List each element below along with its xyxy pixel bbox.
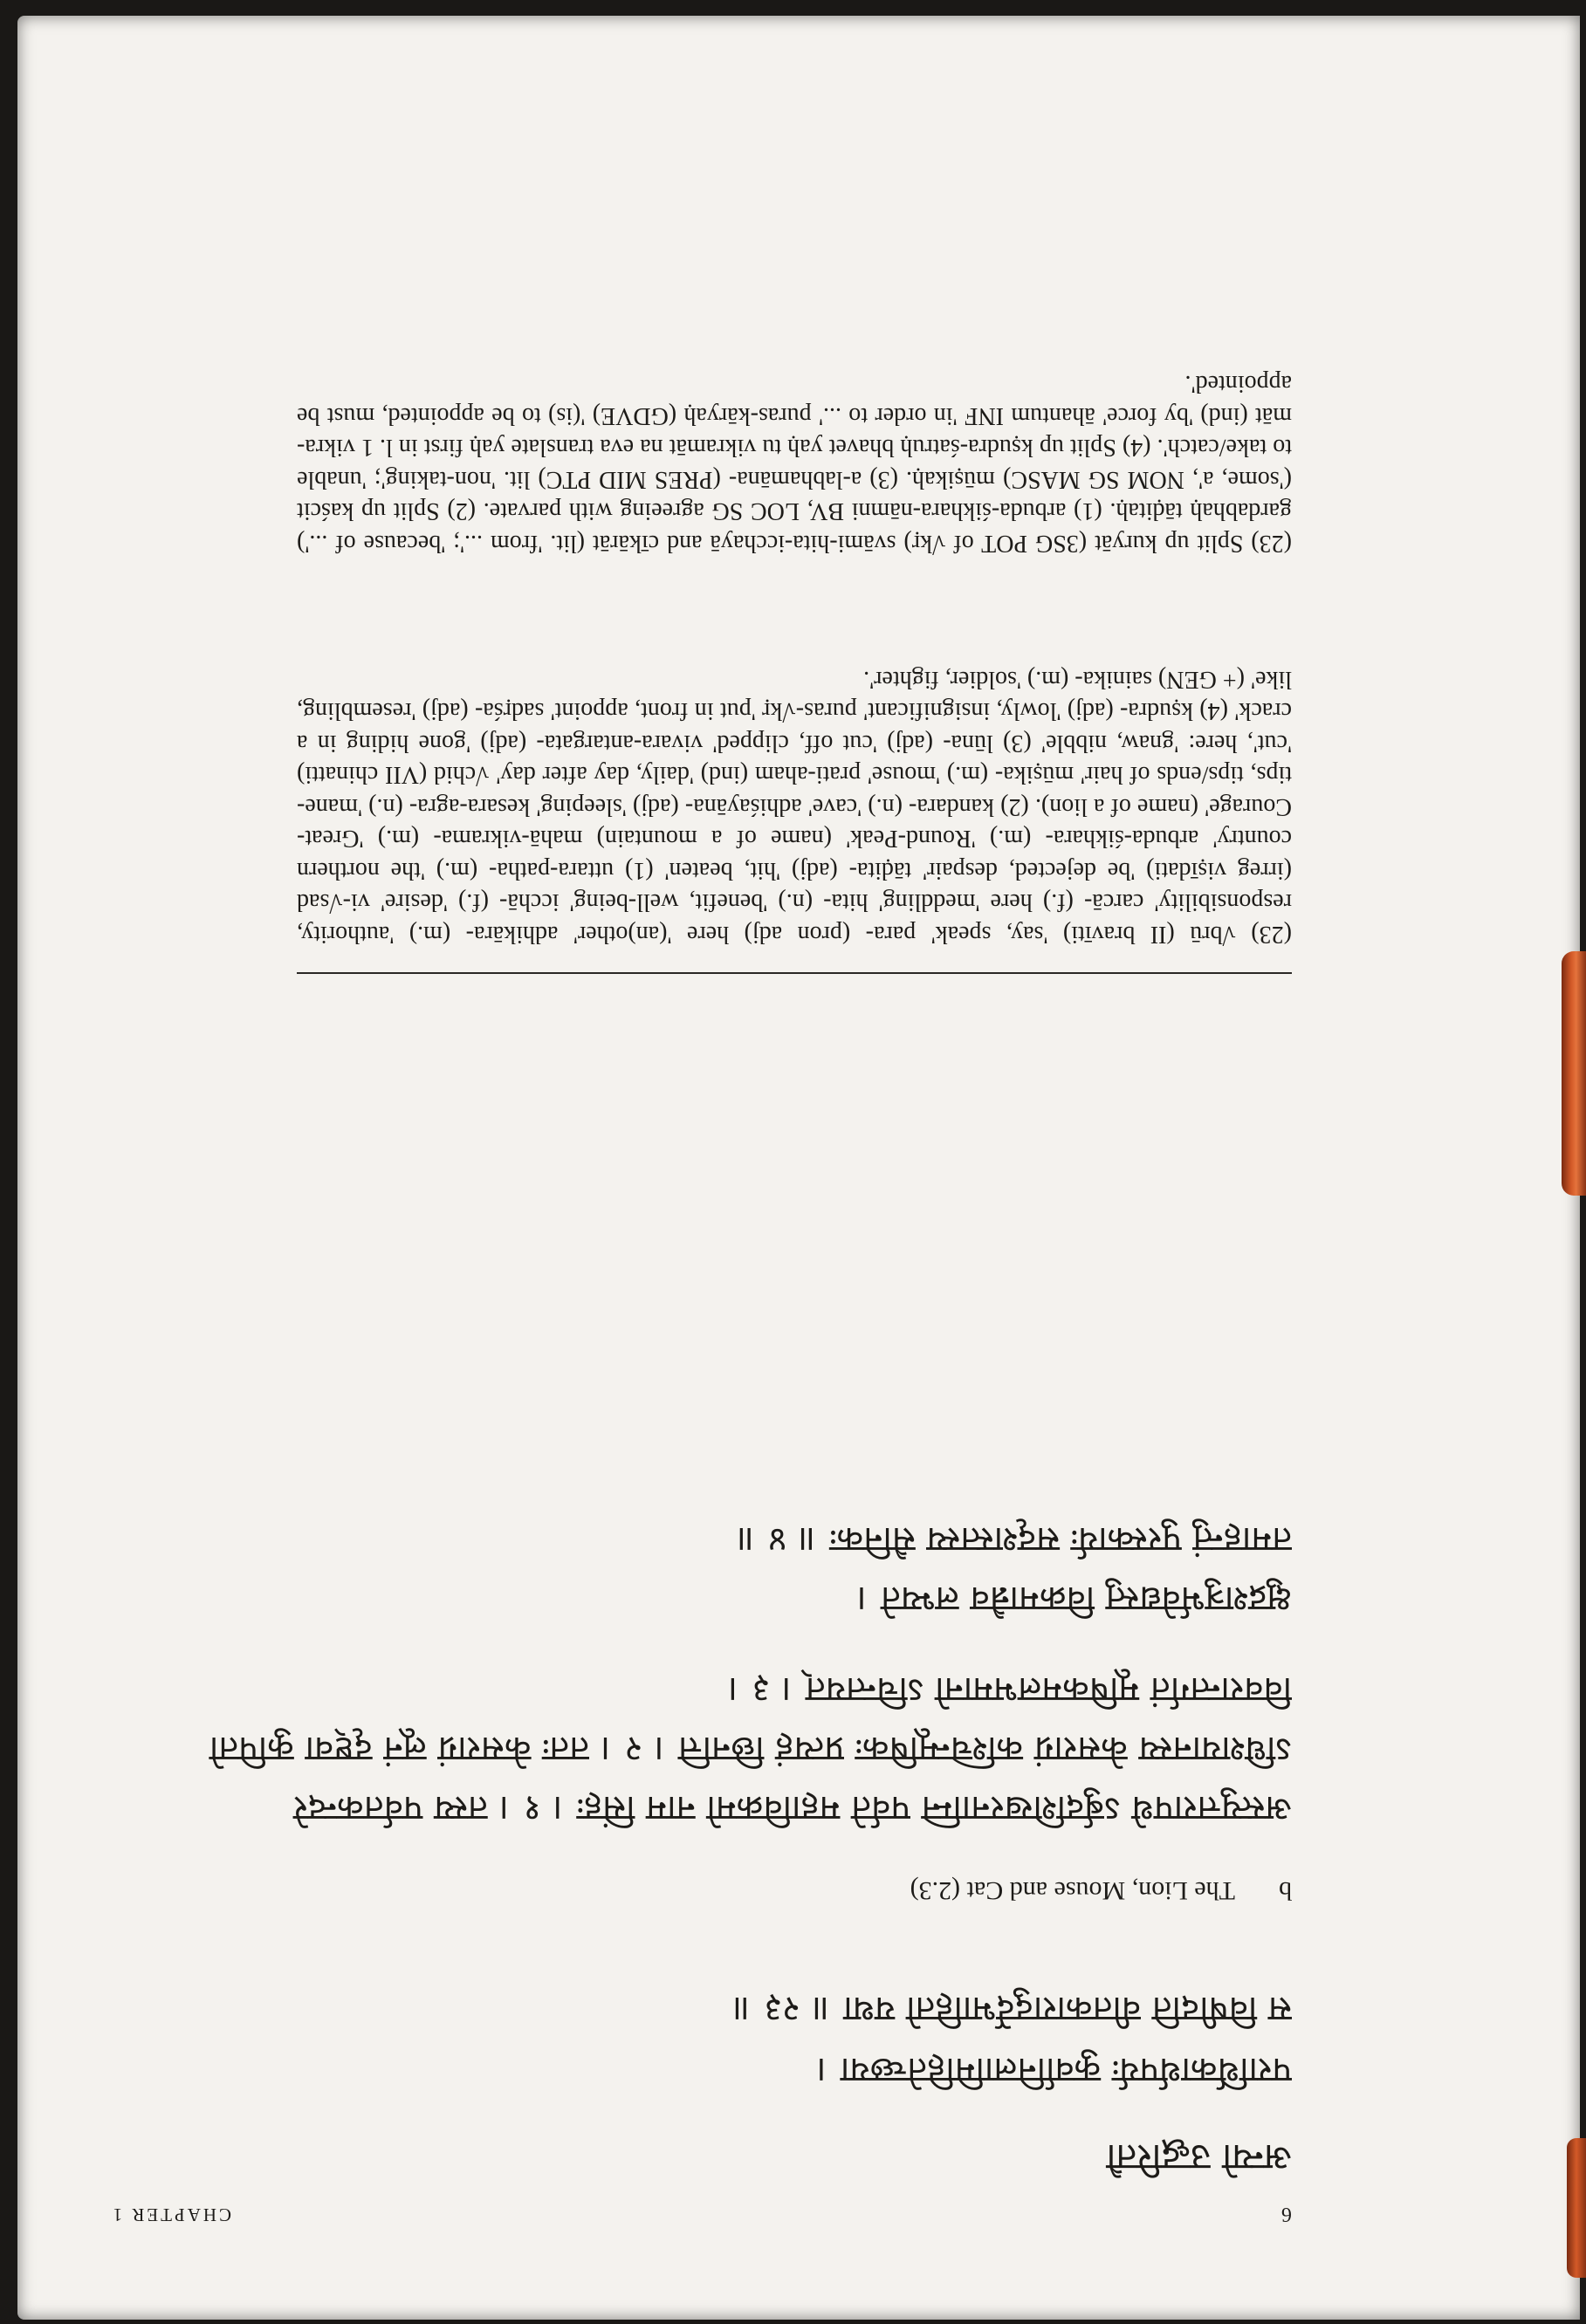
- verse-23-line-2: स विषीदति वीतकारादुर्देभाहितो यथा ॥ २३ ॥: [731, 1989, 1292, 2029]
- story-line-1: अस्त्युत्तरापथे ऽर्बुदशिखरनाम्नि पर्वते महाविक्रमो नाम सिंहः । १ । तस्य पर्वतकन्दरे: [293, 1788, 1292, 1828]
- story-line-2: ऽधिशयानस्य केसराग्रं कश्चिन्मूषिकः प्रत्यहं छिनत्ति । २ । ततः केसराग्रं लूनं दृष्ट्वा कुपितो: [209, 1729, 1292, 1769]
- story-line-3: विवरान्तर्गतं मूषिकमलभमानो ऽचिन्तयत् । ३ ।: [727, 1669, 1292, 1710]
- sanskrit-heading: अन्यो उद्धरितौ: [1106, 2136, 1292, 2179]
- section-title: The Lion, Mouse and Cat (2.3): [910, 1876, 1235, 1905]
- page-content-rotated: [17, 16, 1580, 2320]
- running-head-chapter: CHAPTER 1: [110, 2204, 231, 2225]
- section-label: b: [1279, 1876, 1292, 1905]
- story-verse-line-1: क्षुद्रशत्रुर्भवेद्यस्तु विक्रमान्नैव लभ्यते ।: [856, 1579, 1292, 1619]
- grammar-notes-text: (23) Split up kuryāt (3SG POT of √kṛ) svāmi-hita-icchayā and cīkārāt (lit. 'from ...'; 'because of ...') gardabhaḥ tāḍitaḥ. (1) arbuda-śikhara-nāmni BV, LOC SG agreeing with parvate. (2) Split up kaścit ('some, a', NOM SG MASC) mūṣikaḥ. (3) a-labhamāna- (PRES MID PTC) lit. 'non-taking'; 'unable to take/catch'. (4) Split up kṣudra-śatruḥ bhavet yaḥ tu vikramāt na eva translate yaḥ first in l. 1 vikra-māt (ind) 'by force' āhantum INF 'in order to ...' puras-kāryaḥ (GDVE) '(is) to be appointed, must be appointed'.: [297, 370, 1292, 557]
- verse-23-line-1: परार्थिकार्थपर्यः कुर्वानिलामिहितेच्छया ।: [816, 2050, 1292, 2090]
- story-verse-line-2: तमाहन्तुं पुरस्कार्यः सदृशस्तस्य सैनिकः ॥ ४ ॥: [736, 1519, 1292, 1560]
- footnote-divider: [297, 972, 1292, 974]
- page-number: 6: [1280, 2203, 1292, 2225]
- vocabulary-gloss: [297, 663, 1292, 950]
- vocabulary-gloss-text: (23) √brū (II bravīti) 'say, speak' para- (pron adj) here '(an)other' adhikāra- (m.) 'authority, responsibility' carcā- (f.) here 'meddling' hita- (n.) 'benefit, well-being' icchā- (f.) 'desire' vi-√sad (irreg viṣīdati) 'be dejected, despair' tāḍita- (adj) 'hit, beaten' (1) uttara-patha- (m.) 'the northern country' arbuda-śikhara- (m.) 'Round-Peak' (name of a mountain) mahā-vikrama- (m.) 'Great-Courage' (name of a lion). (2) kandara- (n.) 'cave' adhiśayāna- (adj) 'sleeping' kesara-agra- (n.) 'mane-tips, tips/ends of hair' mūṣika- (m.) 'mouse' prati-aham (ind) 'daily, day after day' √chid (VII chinatti) 'cut', here: 'gnaw, nibble' (3) lūna- (adj) 'cut off, clipped' vivara-antargata- (adj) 'gone hiding in a crack' (4) kṣudra- (adj) 'lowly, insignificant' puras-√kṛ 'put in front, appoint' sadṛśa- (adj) 'resembling, like' (+ GEN) sainika- (m.) 'soldier, fighter'.: [297, 666, 1292, 948]
- grammar-notes: [297, 367, 1292, 559]
